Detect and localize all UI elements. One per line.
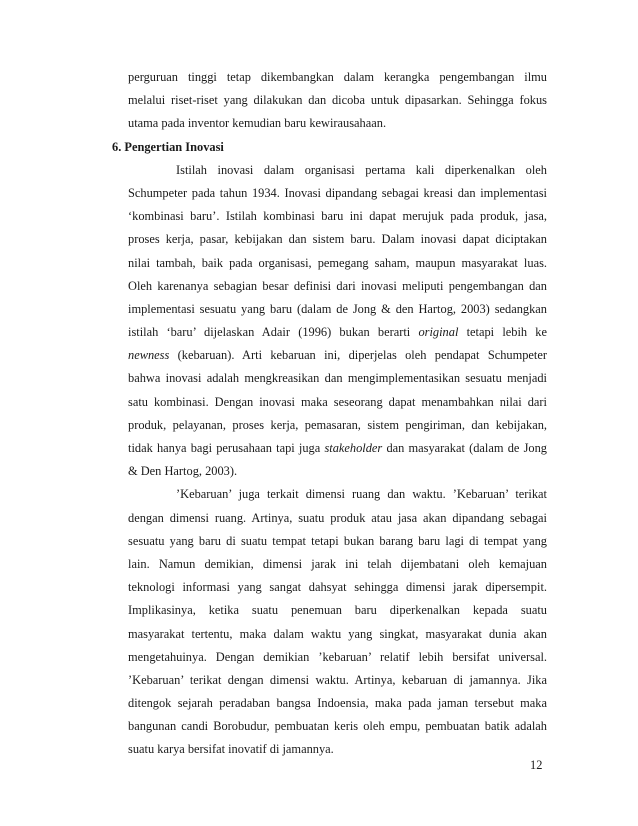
text-line: bangunan candi Borobudur, pembuatan keris oleh empu, pembuatan batik adalah	[128, 719, 547, 734]
page-body	[112, 66, 547, 762]
text-line: ‘kombinasi baru’. Istilah kombinasi baru ini dapat merujuk pada produk, jasa,	[128, 209, 547, 224]
text-line: ’Kebaruan’ terikat dengan dimensi waktu. Artinya, kebaruan di jamannya. Jika	[128, 672, 547, 687]
text-line: suatu karya bersifat inovatif di jamannya.	[128, 742, 334, 757]
text-line: produk, pelayanan, proses kerja, pemasaran, sistem pengiriman, dan kebijakan,	[128, 417, 547, 432]
italic-term: original	[418, 325, 459, 340]
page-number: 12	[530, 758, 543, 772]
text-line: utama pada inventor kemudian baru kewirausahaan.	[128, 116, 387, 131]
text-line	[128, 437, 547, 460]
italic-term: newness	[128, 348, 170, 363]
text-run: tetapi lebih ke	[466, 325, 547, 340]
text-run: tidak hanya bagi perusahaan tapi juga	[128, 441, 321, 455]
text-line: ditengok sejarah peradaban bangsa Indoensia, maka pada jaman tersebut maka	[128, 696, 547, 711]
section-heading: 6. Pengertian Inovasi	[112, 139, 224, 154]
text-line: & Den Hartog, 2003).	[128, 464, 238, 479]
text-line: Implikasinya, ketika suatu penemuan baru diperkenalkan kepada suatu	[128, 603, 547, 618]
text-line: dengan dimensi ruang. Artinya, suatu produk atau jasa akan dipandang sebagai	[128, 510, 547, 525]
text-line	[128, 321, 547, 344]
text-line: perguruan tinggi tetap dikembangkan dalam kerangka pengembangan ilmu	[128, 70, 547, 84]
text-line: mengetahuinya. Dengan demikian ’kebaruan’ relatif lebih bersifat universal.	[128, 649, 547, 664]
text-run: dan masyarakat (dalam de Jong	[386, 441, 547, 455]
text-line: Istilah inovasi dalam organisasi pertama kali diperkenalkan oleh	[176, 162, 547, 177]
text-line: lain. Namun demikian, dimensi jarak ini telah dijembatani oleh kemajuan	[128, 556, 547, 571]
text-line: satu kombinasi. Dengan inovasi maka seseorang dapat menambahkan nilai dari	[128, 394, 547, 409]
text-line: ’Kebaruan’ juga terkait dimensi ruang dan waktu. ’Kebaruan’ terikat	[176, 487, 547, 502]
text-line: teknologi informasi yang sangat dahsyat sehingga dimensi jarak dipersempit.	[128, 580, 547, 595]
text-line: proses kerja, pasar, kebijakan dan sistem baru. Dalam inovasi dapat diciptakan	[128, 232, 547, 247]
italic-term: stakeholder	[324, 441, 383, 455]
text-line: melalui riset-riset yang dilakukan dan dicoba untuk dipasarkan. Sehingga fokus	[128, 93, 547, 108]
text-line: bahwa inovasi adalah mengkreasikan dan mengimplementasikan sesuatu menjadi	[128, 371, 547, 386]
text-line: Oleh karenanya sebagian besar definisi dari inovasi meliputi pengembangan dan	[128, 278, 547, 293]
text-line	[128, 344, 547, 367]
text-line: Schumpeter pada tahun 1934. Inovasi dipandang sebagai kreasi dan implementasi	[128, 185, 547, 200]
text-line: implementasi sesuatu yang baru (dalam de Jong & den Hartog, 2003) sedangkan	[128, 301, 547, 316]
text-line: nilai tambah, baik pada organisasi, pemegang saham, maupun masyarakat luas.	[128, 255, 547, 270]
text-run: istilah ‘baru’ dijelaskan Adair (1996) bukan berarti	[128, 325, 411, 340]
text-line: masyarakat tertentu, maka dalam waktu yang singkat, masyarakat dunia akan	[128, 626, 547, 641]
text-run: (kebaruan). Arti kebaruan ini, diperjelas oleh pendapat Schumpeter	[177, 348, 547, 363]
text-line: sesuatu yang baru di suatu tempat tetapi bukan barang baru lagi di tempat yang	[128, 533, 547, 548]
